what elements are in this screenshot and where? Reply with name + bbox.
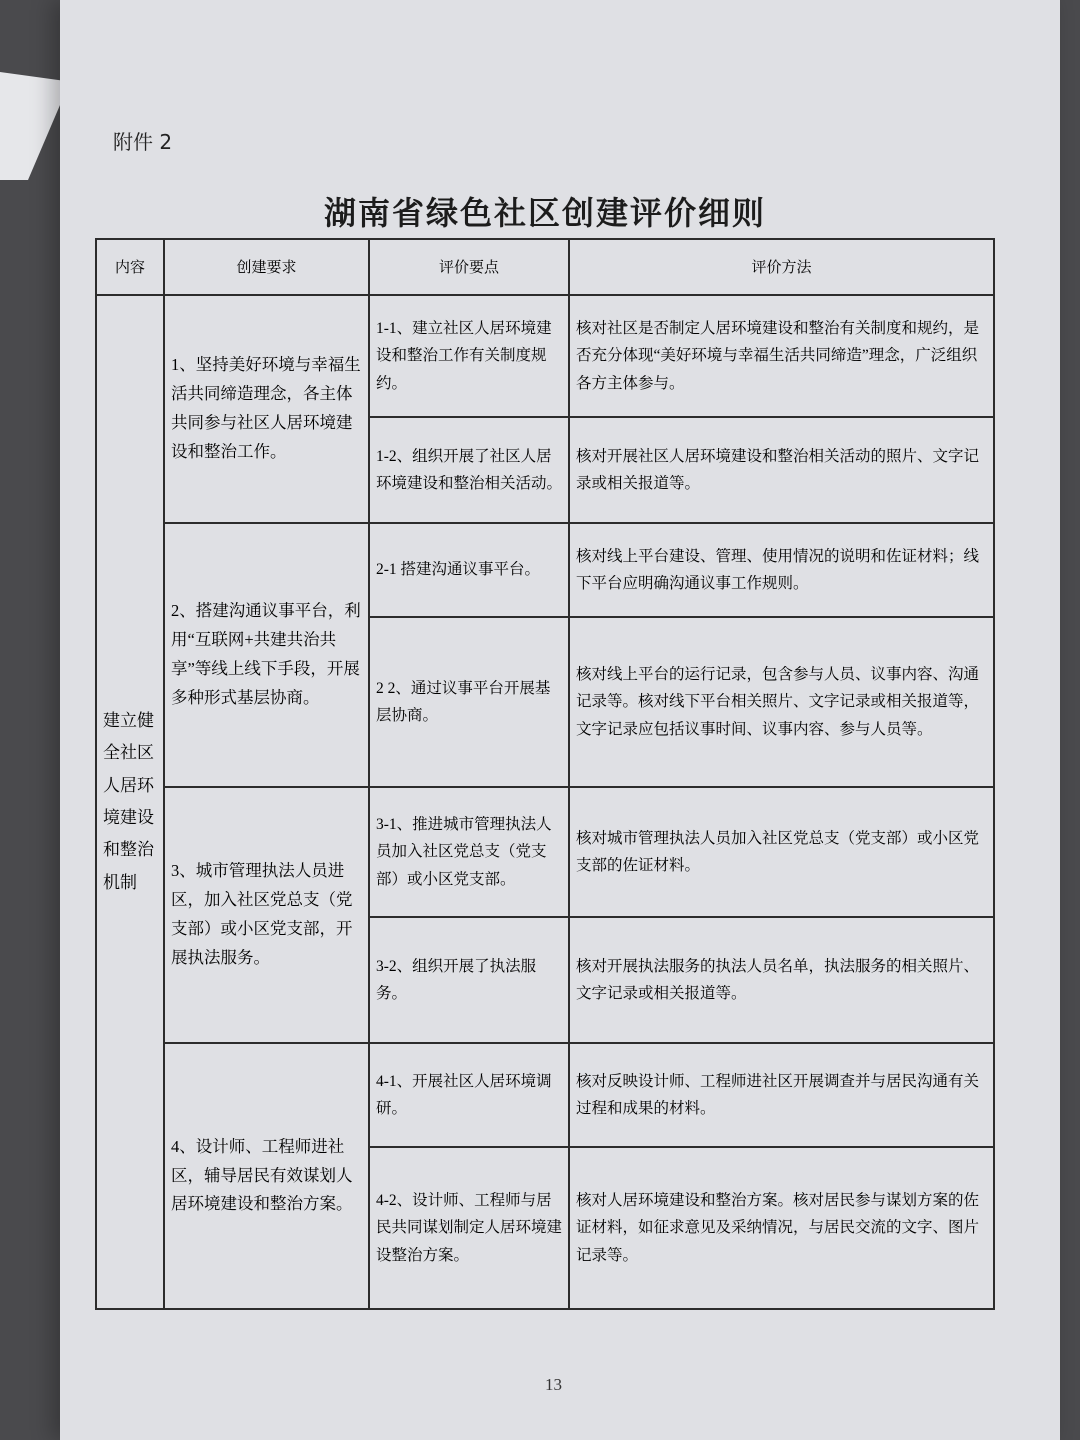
page-number: 13 (545, 1375, 562, 1394)
table-row (96, 523, 994, 617)
evaluation-method-3-2: 核对开展执法服务的执法人员名单，执法服务的相关照片、文字记录或相关报道等。 (569, 917, 994, 1043)
requirement-cell-2: 2、搭建沟通议事平台，利用“互联网+共建共治共享”等线上线下手段，开展多种形式基层协商。 (164, 523, 369, 787)
evaluation-point-1-2: 1-2、组织开展了社区人居环境建设和整治相关活动。 (369, 417, 569, 523)
evaluation-point-3-2: 3-2、组织开展了执法服务。 (369, 917, 569, 1043)
evaluation-method-2-1: 核对线上平台建设、管理、使用情况的说明和佐证材料；线下平台应明确沟通议事工作规则。 (569, 523, 994, 617)
evaluation-method-2-2: 核对线上平台的运行记录，包含参与人员、议事内容、沟通记录等。核对线下平台相关照片、文字记录或相关报道等，文字记录应包括议事时间、议事内容、参与人员等。 (569, 617, 994, 787)
attachment-label: 附件 2 (113, 130, 173, 154)
table-row (96, 787, 994, 917)
table-header-row (96, 239, 994, 295)
evaluation-method-1-1: 核对社区是否制定人居环境建设和整治有关制度和规约，是否充分体现“美好环境与幸福生活共同缔造”理念，广泛组织各方主体参与。 (569, 295, 994, 417)
evaluation-method-4-2: 核对人居环境建设和整治方案。核对居民参与谋划方案的佐证材料，如征求意见及采纳情况，与居民交流的文字、图片记录等。 (569, 1147, 994, 1309)
requirement-cell-3: 3、城市管理执法人员进区，加入社区党总支（党支部）或小区党支部，开展执法服务。 (164, 787, 369, 1043)
table-row (96, 1043, 994, 1147)
requirement-cell-1: 1、坚持美好环境与幸福生活共同缔造理念，各主体共同参与社区人居环境建设和整治工作。 (164, 295, 369, 523)
evaluation-point-2-2: 2 2、通过议事平台开展基层协商。 (369, 617, 569, 787)
document-title: 湖南省绿色社区创建评价细则 (323, 195, 766, 231)
table-row (96, 295, 994, 417)
content-cell: 建立健全社区人居环境建设和整治机制 (96, 295, 164, 1309)
header-evaluation-point: 评价要点 (369, 239, 569, 295)
evaluation-point-4-2: 4-2、设计师、工程师与居民共同谋划制定人居环境建设整治方案。 (369, 1147, 569, 1309)
evaluation-point-4-1: 4-1、开展社区人居环境调研。 (369, 1043, 569, 1147)
evaluation-point-1-1: 1-1、建立社区人居环境建设和整治工作有关制度规约。 (369, 295, 569, 417)
evaluation-method-4-1: 核对反映设计师、工程师进社区开展调查并与居民沟通有关过程和成果的材料。 (569, 1043, 994, 1147)
evaluation-criteria-table (95, 238, 995, 1310)
evaluation-point-3-1: 3-1、推进城市管理执法人员加入社区党总支（党支部）或小区党支部。 (369, 787, 569, 917)
requirement-cell-4: 4、设计师、工程师进社区，辅导居民有效谋划人居环境建设和整治方案。 (164, 1043, 369, 1309)
evaluation-method-1-2: 核对开展社区人居环境建设和整治相关活动的照片、文字记录或相关报道等。 (569, 417, 994, 523)
evaluation-method-3-1: 核对城市管理执法人员加入社区党总支（党支部）或小区党支部的佐证材料。 (569, 787, 994, 917)
header-content: 内容 (96, 239, 164, 295)
header-evaluation-method: 评价方法 (569, 239, 994, 295)
evaluation-point-2-1: 2-1 搭建沟通议事平台。 (369, 523, 569, 617)
header-requirement: 创建要求 (164, 239, 369, 295)
